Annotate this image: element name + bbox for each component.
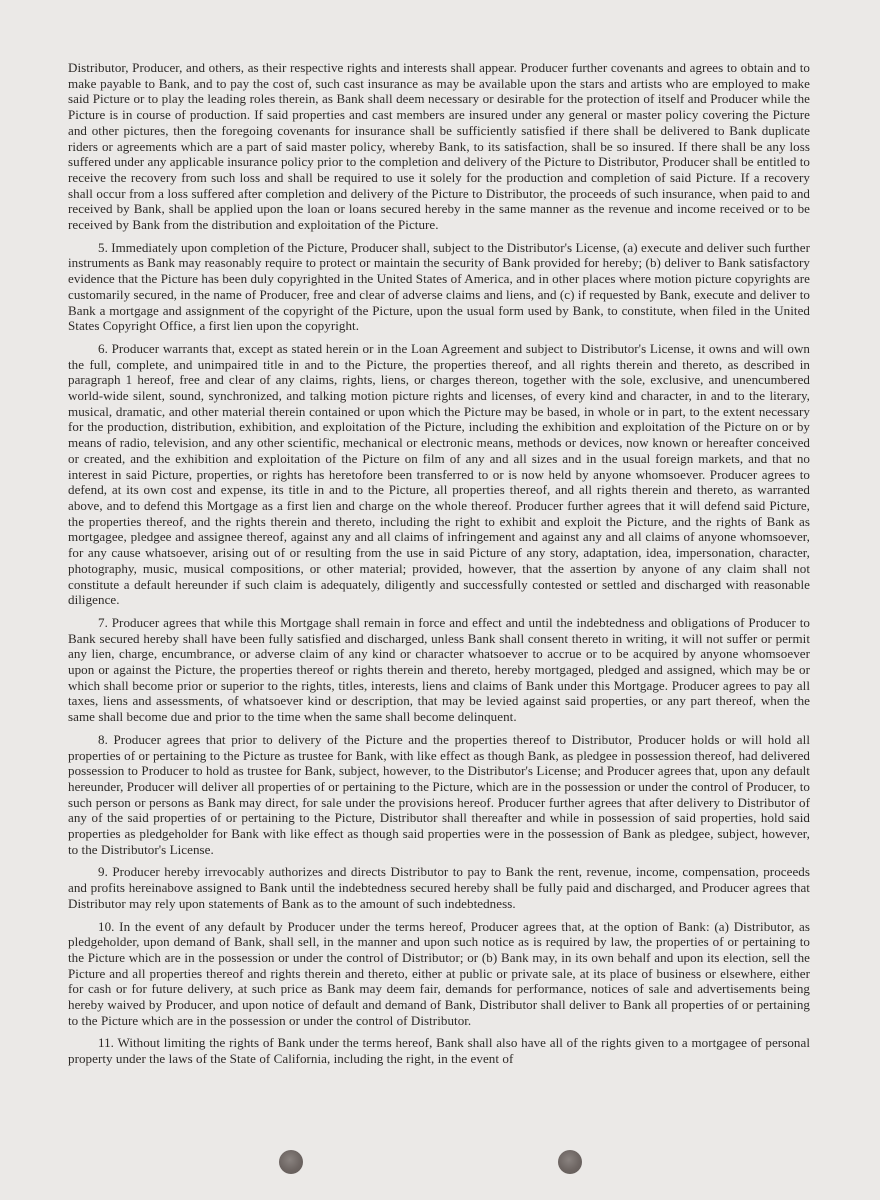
- paragraph-4-continued: Distributor, Producer, and others, as their respective rights and interests shall appear. Producer further covenants and agrees to obtain and to make payable to Bank, and to pay the cost of, such cast insurance as may be available upon the stars and artists who are employed to make said Picture or to play the leading roles therein, as Bank shall deem necessary or desirable for the protection of itself and Producer while the Picture is in course of production. If said properties and cast members are insured under any general or master policy covering the Picture and other pictures, then the foregoing covenants for insurance shall be sufficiently satisfied if there shall be delivered to Bank duplicate riders or agreements which are a part of said master policy, whereby Bank, to its satisfaction, shall be so insured. If there shall be any loss suffered under any applicable insurance policy prior to the completion and delivery of the Picture to Distributor, Producer shall be entitled to receive the recovery from such loss and shall be required to use it solely for the production and completion of said Picture. If a recovery shall occur from a loss suffered after completion and delivery of the Picture to Distributor, the proceeds of such insurance, when paid to and received by Bank, shall be applied upon the loan or loans secured hereby in the same manner as the revenue and income received or to be received by Bank from the distribution and exploitation of the Picture.: [68, 60, 810, 233]
- paragraph-6: 6. Producer warrants that, except as stated herein or in the Loan Agreement and subject to Distributor's License, it owns and will own the full, complete, and unimpaired title in and to the Picture, the properties thereof, and all rights therein and thereto, as described in paragraph 1 hereof, free and clear of any claims, rights, liens, or charges thereon, together with the sole, exclusive, and unencumbered world-wide silent, sound, synchronized, and talking motion picture rights and licenses, of every kind and character, in and to the literary, musical, dramatic, and other material therein contained or upon which the Picture may be based, in whole or in part, to the extent necessary for the production, distribution, exhibition, and exploitation of the Picture, including the exhibition and exploitation of the Picture on or by means of radio, television, and any other scientific, mechanical or electronic means, methods or devices, now known or hereafter conceived or created, and the exhibition and exploitation of the Picture on film of any and all sizes and in the usual foreign markets, and that no interest in said Picture, properties, or rights has heretofore been transferred to or is now held by anyone whomsoever. Producer agrees to defend, at its own cost and expense, its title in and to the Picture, all properties thereof, and all rights therein and thereto, as warranted above, and to defend this Mortgage as a first lien and charge on the whole thereof. Producer further agrees that it will defend said Picture, the properties thereof, and the rights therein and thereto, including the right to exhibit and exploit the Picture, and the rights of Bank as mortgagee, pledgee and assignee thereof, against any and all claims of infringement and against any and all claims of anyone whomsoever, for any cause whatsoever, arising out of or resulting from the use in said Picture of any story, adaptation, idea, impersonation, character, photography, music, musical compositions, or other material; provided, however, that the assertion by anyone of any claim shall not constitute a default hereunder if such claim is adequately, diligently and successfully contested or settled and discharged with reasonable diligence.: [68, 340, 810, 608]
- punch-hole-left: [279, 1150, 303, 1174]
- punch-hole-right: [558, 1150, 582, 1174]
- paragraph-9: 9. Producer hereby irrevocably authorizes and directs Distributor to pay to Bank the rent, revenue, income, compensation, proceeds and profits hereinabove assigned to Bank until the indebtedness secured hereby shall be fully paid and discharged, and Producer agrees that Distributor may rely upon statements of Bank as to the amount of such indebtedness.: [68, 864, 810, 911]
- paragraph-10: 10. In the event of any default by Producer under the terms hereof, Producer agrees that, at the option of Bank: (a) Distributor, as pledgeholder, upon demand of Bank, shall sell, in the manner and upon such notice as is required by law, the properties of or pertaining to the Picture which are in the possession or under the control of Distributor; or (b) Bank may, in its own behalf and upon its election, sell the Picture and all properties thereof and rights therein and thereto, either at public or private sale, at its place of business or elsewhere, either for cash or for future delivery, at such price as Bank may deem fair, demands for performance, notices of sale and advertisements being hereby waived by Producer, and upon notice of default and demand of Bank, Distributor shall deliver to Bank all properties of or pertaining to the Picture which are in the possession or under the control of Distributor.: [68, 918, 810, 1028]
- paragraph-7: 7. Producer agrees that while this Mortgage shall remain in force and effect and until the indebtedness and obligations of Producer to Bank secured hereby shall have been fully satisfied and discharged, unless Bank shall consent thereto in writing, it will not suffer or permit any lien, charge, encumbrance, or adverse claim of any kind or character whatsoever to accrue or to be acquired by anyone whomsoever upon or against the Picture, the properties thereof or rights therein and thereto, hereby mortgaged, pledged and assigned, which may be or which shall become prior or superior to the rights, titles, interests, liens and claims of Bank under this Mortgage. Producer agrees to pay all taxes, liens and assessments, of whatsoever kind or description, that may be levied against said properties, or any part thereof, when the same shall become due and prior to the time when the same shall become delinquent.: [68, 614, 810, 725]
- paragraph-5: 5. Immediately upon completion of the Picture, Producer shall, subject to the Distributor's License, (a) execute and deliver such further instruments as Bank may reasonably require to protect or maintain the security of Bank provided for hereby; (b) deliver to Bank satisfactory evidence that the Picture has been duly copyrighted in the United States of America, and in other places where motion picture copyrights are customarily secured, in the name of Producer, free and clear of adverse claims and liens, and (c) if requested by Bank, execute and deliver to Bank a mortgage and assignment of the copyright of the Picture, upon the usual form used by Bank, to constitute, when filed in the United States Copyright Office, a first lien upon the copyright.: [68, 239, 810, 334]
- paragraph-8: 8. Producer agrees that prior to delivery of the Picture and the properties thereof to Distributor, Producer holds or will hold all properties of or pertaining to the Picture as trustee for Bank, with like effect as though Bank, as pledgee in possession thereof, had delivered possession to Producer to hold as trustee for Bank, subject, however, to the Distributor's License; and Producer agrees that, upon any default hereunder, Producer will deliver all properties of or pertaining to the Picture, which are in the possession or under the control of Producer, to such person or persons as Bank may direct, for sale under the provisions hereof. Producer further agrees that after delivery to Distributor of any of the said properties of or pertaining to the Picture, Distributor shall thereafter and while in possession of said properties, hold said properties as pledgeholder for Bank with like effect as though said properties were in the possession of Bank as pledgee, subject, however, to the Distributor's License.: [68, 731, 810, 857]
- paragraph-11: 11. Without limiting the rights of Bank under the terms hereof, Bank shall also have all of the rights given to a mortgagee of personal property under the laws of the State of California, including the right, in the event of: [68, 1035, 810, 1067]
